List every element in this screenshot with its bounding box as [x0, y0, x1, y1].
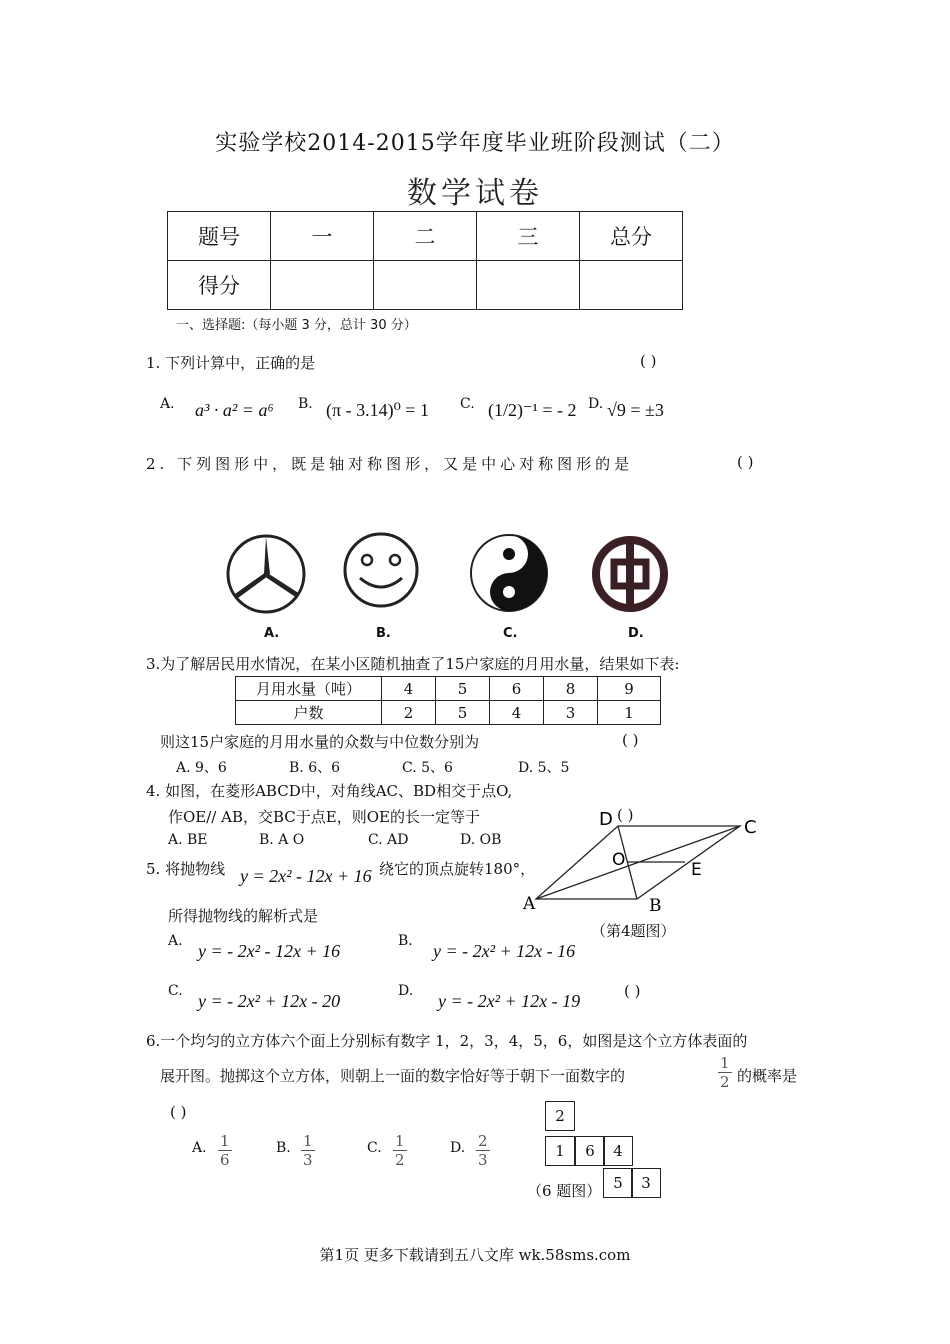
- q3-row-households: [236, 701, 661, 725]
- q4-option-a: A. BE: [168, 832, 208, 848]
- q1-option-b-expr: (π - 3.14)⁰ = 1: [326, 400, 429, 420]
- q2-answer-paren: ( ): [737, 453, 754, 471]
- q6-option-d-label: D.: [450, 1140, 466, 1156]
- exam-title: 实验学校2014-2015学年度毕业班阶段测试（二）: [215, 131, 735, 156]
- score-blank: [271, 261, 374, 310]
- net-face: 1: [545, 1136, 575, 1166]
- q3-option-a: A. 9、6: [176, 760, 227, 776]
- figure-a-tristar: [228, 536, 304, 612]
- q3-row-usage: [236, 677, 661, 701]
- figure-d-bank-logo: [596, 540, 664, 608]
- score-blank: [477, 261, 580, 310]
- fraction-numerator: 1: [303, 1132, 313, 1150]
- score-label: 得分: [168, 261, 271, 310]
- q5-option-a-label: A.: [168, 933, 183, 949]
- q2-label-a: A.: [264, 626, 280, 641]
- net-face: 5: [603, 1168, 633, 1198]
- score-value-row: [168, 261, 683, 310]
- q1-option-d-expr: √9 = ±3: [607, 400, 664, 420]
- fraction-numerator: 1: [720, 1054, 730, 1072]
- q6-option-b-label: B.: [276, 1140, 291, 1156]
- score-blank: [374, 261, 477, 310]
- table-cell: 4: [382, 677, 436, 701]
- q6-caption: （6 题图）: [527, 1182, 602, 1200]
- q6-option-c-fraction: [393, 1132, 407, 1169]
- q5-option-b-label: B.: [398, 933, 413, 949]
- q6-half-fraction: [718, 1054, 732, 1091]
- q3-option-b: B. 6、6: [289, 760, 341, 776]
- q4-rhombus-figure: [515, 805, 765, 915]
- net-face: 3: [631, 1168, 661, 1198]
- table-cell: 8: [544, 677, 598, 701]
- q5-answer-paren: ( ): [624, 982, 641, 1000]
- q6-line2-b: 的概率是: [737, 1067, 798, 1085]
- q4-option-c: C. AD: [368, 832, 409, 848]
- q4-answer-paren: ( ): [617, 806, 634, 824]
- point-label: C: [744, 817, 757, 838]
- score-cell: 总分: [580, 212, 683, 261]
- page-footer: 第1页 更多下载请到五八文库 wk.58sms.com: [319, 1246, 631, 1264]
- q6-line2-a: 展开图。抛掷这个立方体，则朝上一面的数字恰好等于朝下一面数字的: [160, 1067, 626, 1085]
- fraction-denominator: 2: [720, 1073, 730, 1091]
- table-cell: 5: [436, 701, 490, 725]
- score-cell: 题号: [168, 212, 271, 261]
- q1-option-c-expr: (1/2)⁻¹ = - 2: [488, 400, 577, 420]
- table-cell: 6: [490, 677, 544, 701]
- q3-option-d: D. 5、5: [518, 760, 570, 776]
- q1-stem: 1. 下列计算中，正确的是: [146, 354, 316, 372]
- q6-option-a-fraction: [218, 1132, 232, 1169]
- fraction-numerator: 1: [395, 1132, 405, 1150]
- q5-option-c-label: C.: [168, 983, 183, 999]
- score-cell: 一: [271, 212, 374, 261]
- fraction-denominator: 3: [478, 1151, 488, 1169]
- q5-option-d-expr: y = - 2x² + 12x - 19: [438, 991, 581, 1011]
- table-cell: 2: [382, 701, 436, 725]
- exam-subtitle: 数学试卷: [407, 176, 543, 211]
- q3-stem: 3.为了解居民用水情况，在某小区随机抽查了15户家庭的月用水量，结果如下表:: [146, 655, 680, 673]
- point-label: D: [599, 809, 613, 830]
- q2-label-d: D.: [628, 626, 644, 641]
- net-face: 4: [603, 1136, 633, 1166]
- q6-option-b-fraction: [301, 1132, 315, 1169]
- fraction-numerator: 2: [478, 1132, 488, 1150]
- point-label: E: [691, 860, 702, 880]
- table-cell: 户数: [236, 701, 382, 725]
- q2-figures: [220, 528, 680, 628]
- table-cell: 4: [490, 701, 544, 725]
- point-label: O: [612, 850, 626, 870]
- q4-line1: 4. 如图，在菱形ABCD中，对角线AC、BD相交于点O,: [146, 782, 513, 800]
- table-cell: 1: [598, 701, 661, 725]
- q4-caption: （第4题图）: [591, 922, 676, 940]
- q1-option-d-label: D.: [588, 396, 604, 412]
- q6-option-c-label: C.: [367, 1140, 382, 1156]
- q4-option-b: B. A O: [259, 832, 305, 848]
- fraction-denominator: 2: [395, 1151, 405, 1169]
- score-cell: 三: [477, 212, 580, 261]
- table-cell: 9: [598, 677, 661, 701]
- net-face: 6: [575, 1136, 605, 1166]
- figure-c-yinyang: [471, 535, 547, 611]
- q5-option-d-label: D.: [398, 983, 414, 999]
- q5-option-a-expr: y = - 2x² - 12x + 16: [198, 941, 341, 961]
- table-cell: 月用水量（吨）: [236, 677, 382, 701]
- q3-question: 则这15户家庭的月用水量的众数与中位数分别为: [160, 733, 480, 751]
- q1-option-a-expr: a³ · a² = a⁶: [195, 400, 274, 420]
- q1-answer-paren: ( ): [640, 352, 657, 370]
- net-face: 2: [545, 1101, 575, 1131]
- q3-water-table: [235, 676, 661, 725]
- q1-option-b-label: B.: [298, 396, 313, 412]
- q2-label-c: C.: [503, 626, 518, 641]
- q6-option-a-label: A.: [192, 1140, 207, 1156]
- q1-option-c-label: C.: [460, 396, 475, 412]
- q6-option-d-fraction: [476, 1132, 490, 1169]
- q6-line1: 6.一个均匀的立方体六个面上分别标有数字 1，2，3，4，5，6，如图是这个立方体表面的: [146, 1032, 748, 1050]
- point-label: B: [649, 896, 662, 915]
- score-blank: [580, 261, 683, 310]
- q5-line2: 所得抛物线的解析式是: [168, 907, 319, 925]
- q3-option-c: C. 5、6: [402, 760, 453, 776]
- table-cell: 3: [544, 701, 598, 725]
- q5-expr: y = 2x² - 12x + 16: [240, 866, 372, 886]
- q5-option-c-expr: y = - 2x² + 12x - 20: [198, 991, 341, 1011]
- q3-answer-paren: ( ): [622, 731, 639, 749]
- score-table: [167, 211, 683, 310]
- figure-b-smiley: [345, 534, 417, 606]
- q5-suffix: 绕它的顶点旋转180°，: [379, 860, 536, 878]
- q5-option-b-expr: y = - 2x² + 12x - 16: [433, 941, 576, 961]
- q2-label-b: B.: [376, 626, 391, 641]
- table-cell: 5: [436, 677, 490, 701]
- q6-answer-paren: ( ): [170, 1103, 187, 1121]
- point-label: A: [523, 894, 536, 914]
- q2-stem: 2. 下列图形中，既是轴对称图形，又是中心对称图形的是: [146, 455, 634, 473]
- q4-option-d: D. OB: [460, 832, 502, 848]
- score-header-row: [168, 212, 683, 261]
- score-cell: 二: [374, 212, 477, 261]
- q1-option-a-label: A.: [160, 396, 175, 412]
- fraction-denominator: 6: [220, 1151, 230, 1169]
- fraction-denominator: 3: [303, 1151, 313, 1169]
- q5-prefix: 5. 将抛物线: [146, 860, 226, 878]
- q4-line2: 作OE// AB，交BC于点E，则OE的长一定等于: [168, 808, 480, 826]
- fraction-numerator: 1: [220, 1132, 230, 1150]
- section-heading: 一、选择题:（每小题 3 分，总计 30 分）: [176, 318, 417, 333]
